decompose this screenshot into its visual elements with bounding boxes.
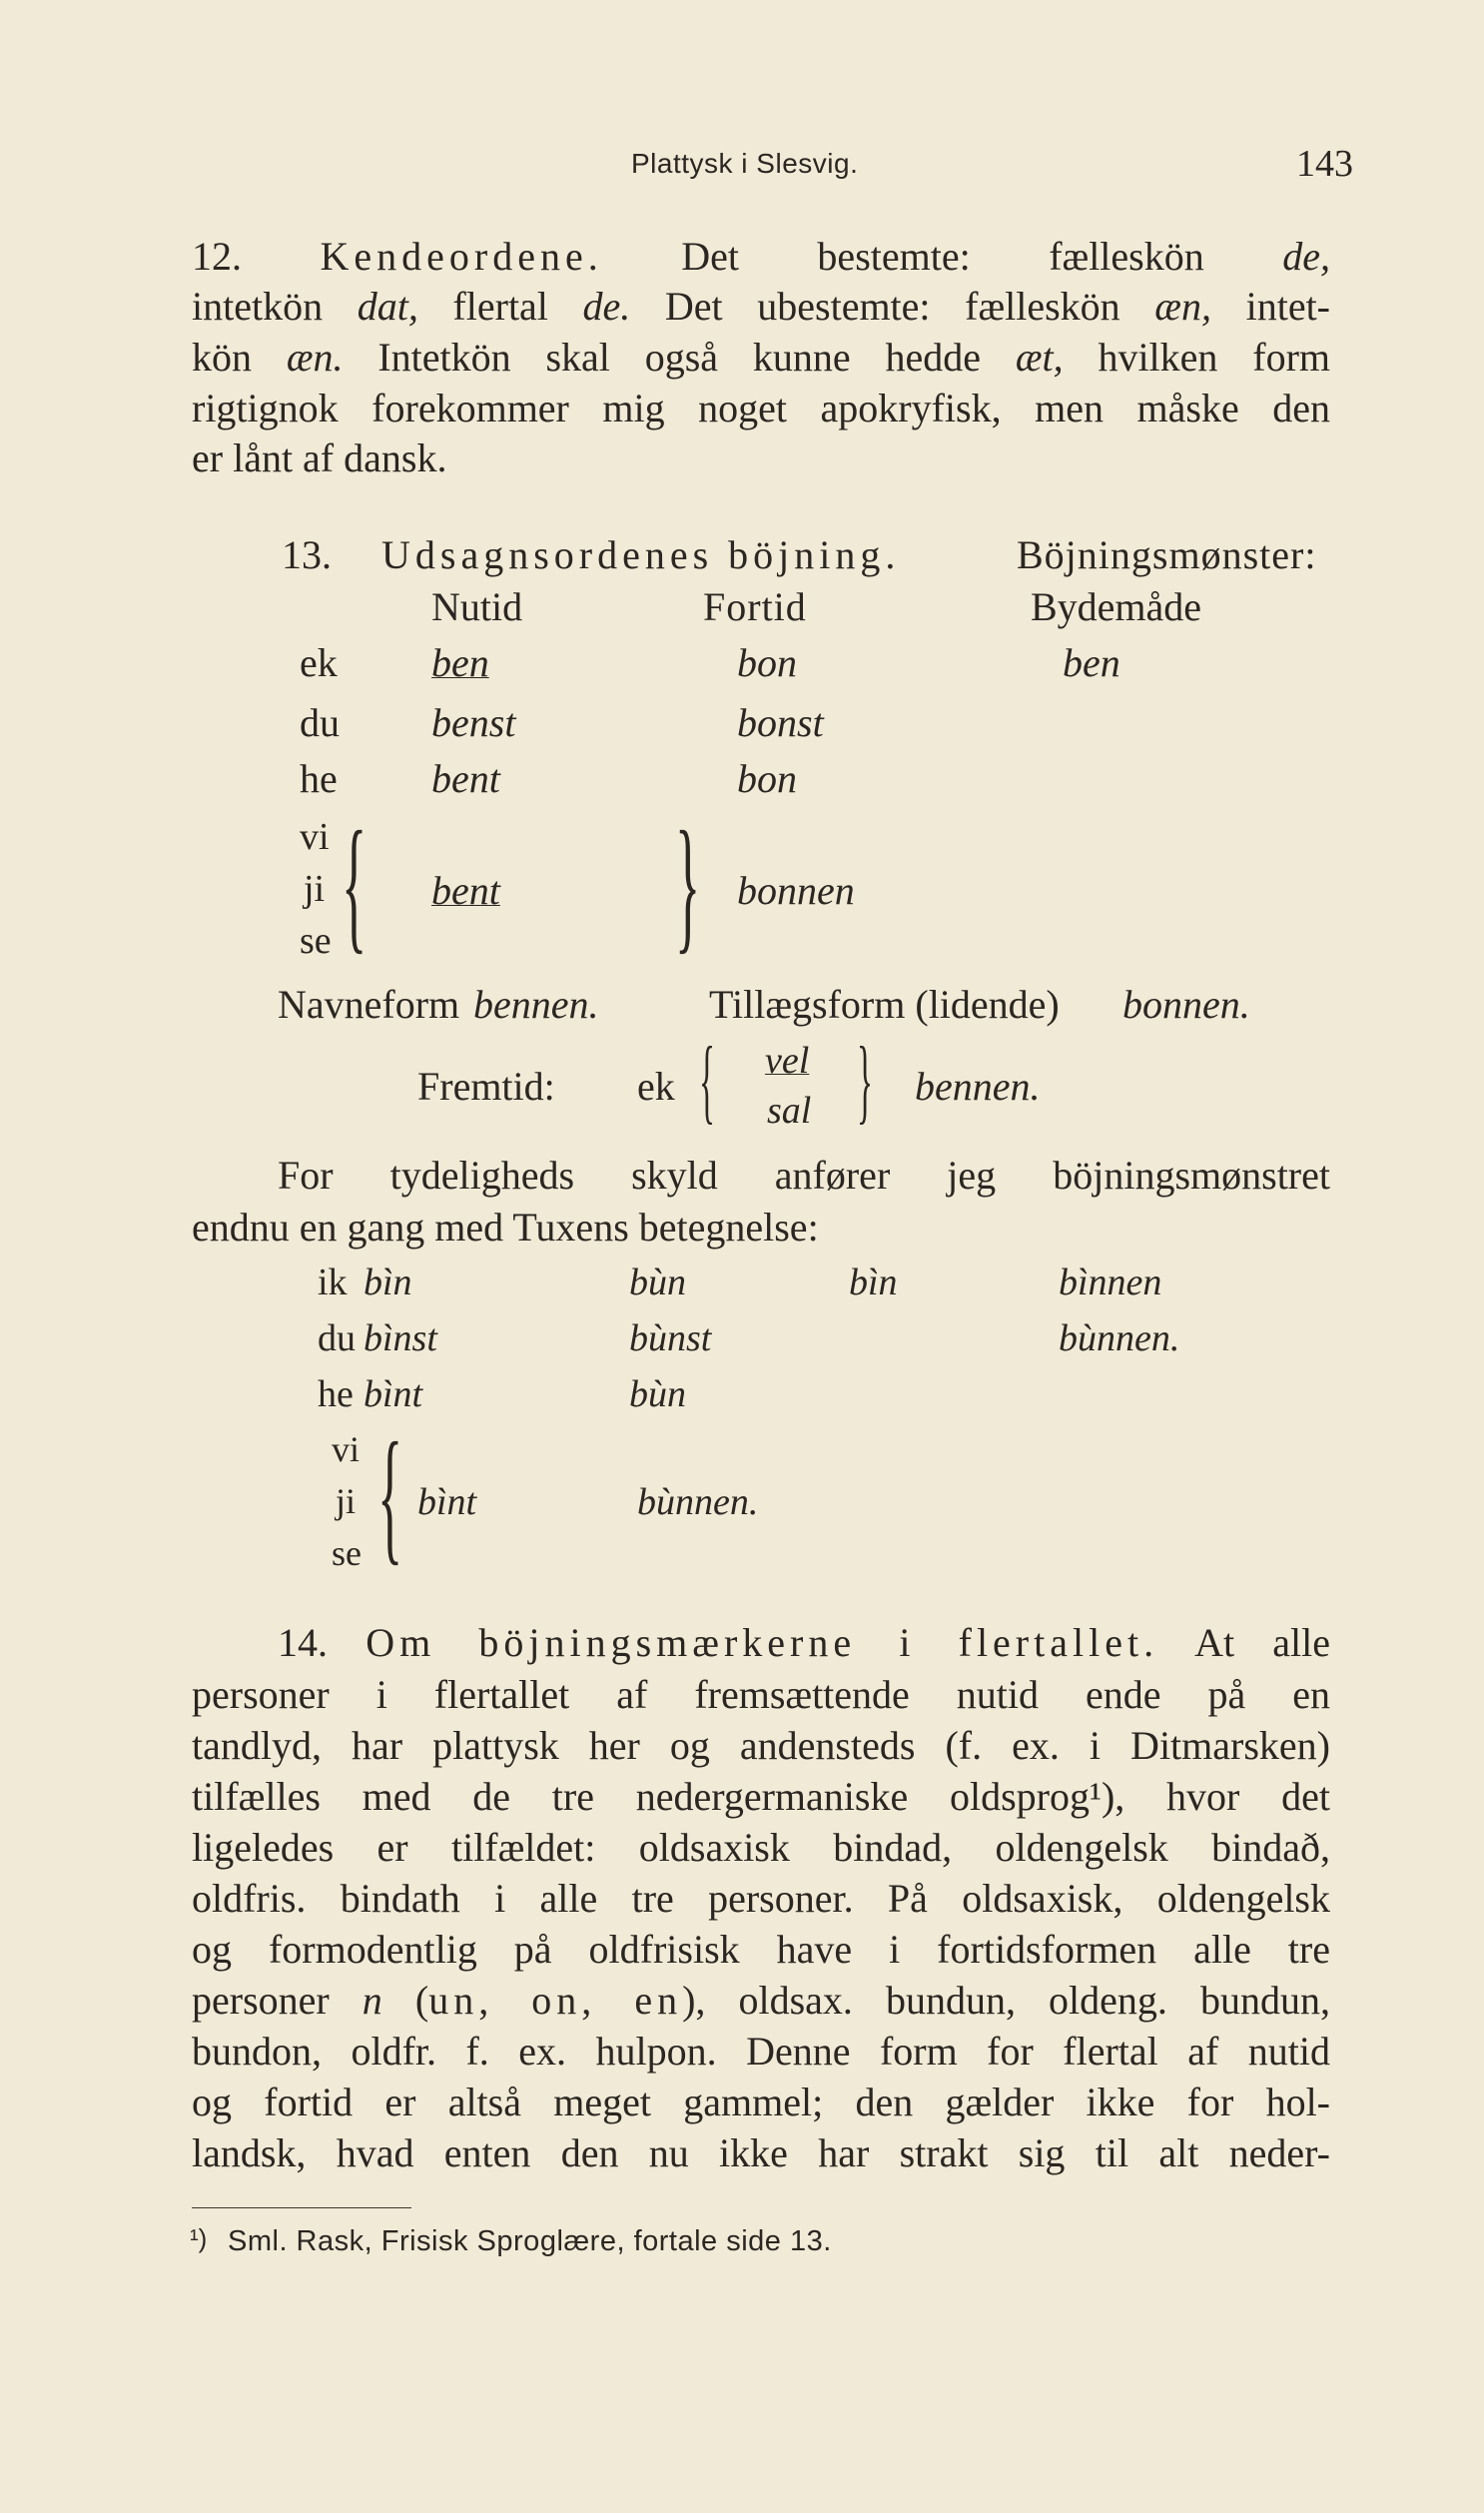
infinitive-form: bennen. (473, 982, 599, 1027)
text-line: og fortid er altså meget gammel; den gælder ikke for hol- (192, 2080, 1330, 2124)
form-present-plural: bent (431, 868, 500, 913)
section-13-heading: Udsagnsordenes böjning. (381, 532, 901, 577)
form-present: benst (431, 700, 516, 745)
text-line: og formodentlig på oldfrisisk have i fortidsformen alle tre (192, 1927, 1330, 1972)
infinitive-label: Navneform (278, 982, 460, 1027)
form: bùn (629, 1261, 686, 1303)
form-present: bent (431, 756, 500, 801)
form-plural: bùnnen. (637, 1481, 759, 1523)
participle-form: bonnen. (1122, 982, 1250, 1027)
form: bìnnen (1059, 1261, 1162, 1303)
text-line: 12. Kendeordene. Det bestemte: fælleskön de, (192, 234, 1330, 279)
form-plural: bìnt (417, 1481, 477, 1523)
pronoun: he (318, 1373, 354, 1415)
brace-left: { (377, 1412, 403, 1578)
form-past: bon (737, 756, 797, 801)
pronoun: du (300, 700, 340, 745)
brace-left: { (342, 801, 368, 967)
text-line: tilfælles med de tre nedergermaniske oldsprog¹), hvor det (192, 1774, 1330, 1819)
text-line: endnu en gang med Tuxens betegnelse: (192, 1205, 819, 1250)
form: bìn (364, 1261, 412, 1303)
pronoun: ik (318, 1261, 348, 1303)
pronoun-plural: vi (332, 1429, 361, 1469)
text-line: oldfris. bindath i alle tre personer. På oldsaxisk, oldengelsk (192, 1876, 1330, 1921)
form: bìnst (364, 1317, 437, 1359)
running-head: Plattysk i Slesvig. (631, 148, 859, 179)
form: bìnt (364, 1373, 423, 1415)
form-imperative: ben (1063, 640, 1120, 685)
text-line: intetkön dat, flertal de. Det ubestemte: fælleskön æn, intet- (192, 284, 1330, 329)
page-number: 143 (1296, 143, 1353, 185)
pronoun: he (300, 756, 338, 801)
future-aux: vel (765, 1040, 810, 1082)
form-past: bonst (737, 700, 824, 745)
pattern-label: Böjningsmønster: (1017, 532, 1317, 577)
col-header-imperative: Bydemåde (1031, 584, 1202, 629)
pronoun-plural: ji (304, 868, 326, 910)
pronoun-plural: se (300, 920, 332, 962)
form: bùn (629, 1373, 686, 1415)
text-line: rigtignok forekommer mig noget apokryfisk, men måske den (192, 386, 1330, 430)
text-line: 14. Om böjningsmærkerne i flertallet. At alle (278, 1620, 1331, 1665)
col-header-present: Nutid (431, 584, 523, 629)
footnote-text: Sml. Rask, Frisisk Sproglære, fortale side 13. (228, 2225, 832, 2257)
form: bìn (849, 1261, 898, 1303)
text-line: bundon, oldfr. f. ex. hulpon. Denne form for flertal af nutid (192, 2029, 1330, 2074)
text-line: er lånt af dansk. (192, 435, 447, 480)
pronoun: du (318, 1317, 356, 1359)
text-line: kön æn. Intetkön skal også kunne hedde æt, hvilken form (192, 335, 1330, 380)
text-line: personer n (un, on, en), oldsax. bundun, oldeng. bundun, (192, 1978, 1330, 2023)
section-13-number: 13. (282, 532, 332, 577)
future-label: Fremtid: (417, 1064, 555, 1109)
brace-right: } (675, 801, 701, 967)
form-past: bon (737, 640, 797, 685)
text-line: landsk, hvad enten den nu ikke har strakt sig til alt neder- (192, 2130, 1330, 2175)
pronoun: ek (300, 640, 338, 685)
pronoun-plural: ji (336, 1481, 357, 1521)
footnote-marker: ¹) (190, 2223, 208, 2253)
brace-left: { (699, 1027, 715, 1133)
form-past-plural: bonnen (737, 868, 855, 913)
future-verb: bennen. (915, 1064, 1041, 1109)
pronoun-plural: se (332, 1533, 362, 1573)
text-line: ligeledes er tilfældet: oldsaxisk bindad, oldengelsk bindað, (192, 1825, 1330, 1870)
participle-label: Tillægsform (lidende) (709, 982, 1060, 1027)
text-line: personer i flertallet af fremsættende nutid ende på en (192, 1672, 1330, 1717)
text-line: tandlyd, har plattysk her og andensteds (f. ex. i Ditmarsken) (192, 1723, 1330, 1768)
form: bùnst (629, 1317, 712, 1359)
form: bùnnen. (1059, 1317, 1180, 1359)
col-header-past: Fortid (703, 584, 807, 629)
pronoun-plural: vi (300, 816, 330, 858)
form-present: ben (431, 640, 489, 685)
footnote-rule (192, 2207, 411, 2208)
future-aux: sal (767, 1090, 812, 1132)
future-pronoun: ek (637, 1064, 675, 1109)
text-line: For tydeligheds skyld anfører jeg böjningsmønstret (278, 1153, 1330, 1198)
brace-right: } (857, 1027, 873, 1133)
